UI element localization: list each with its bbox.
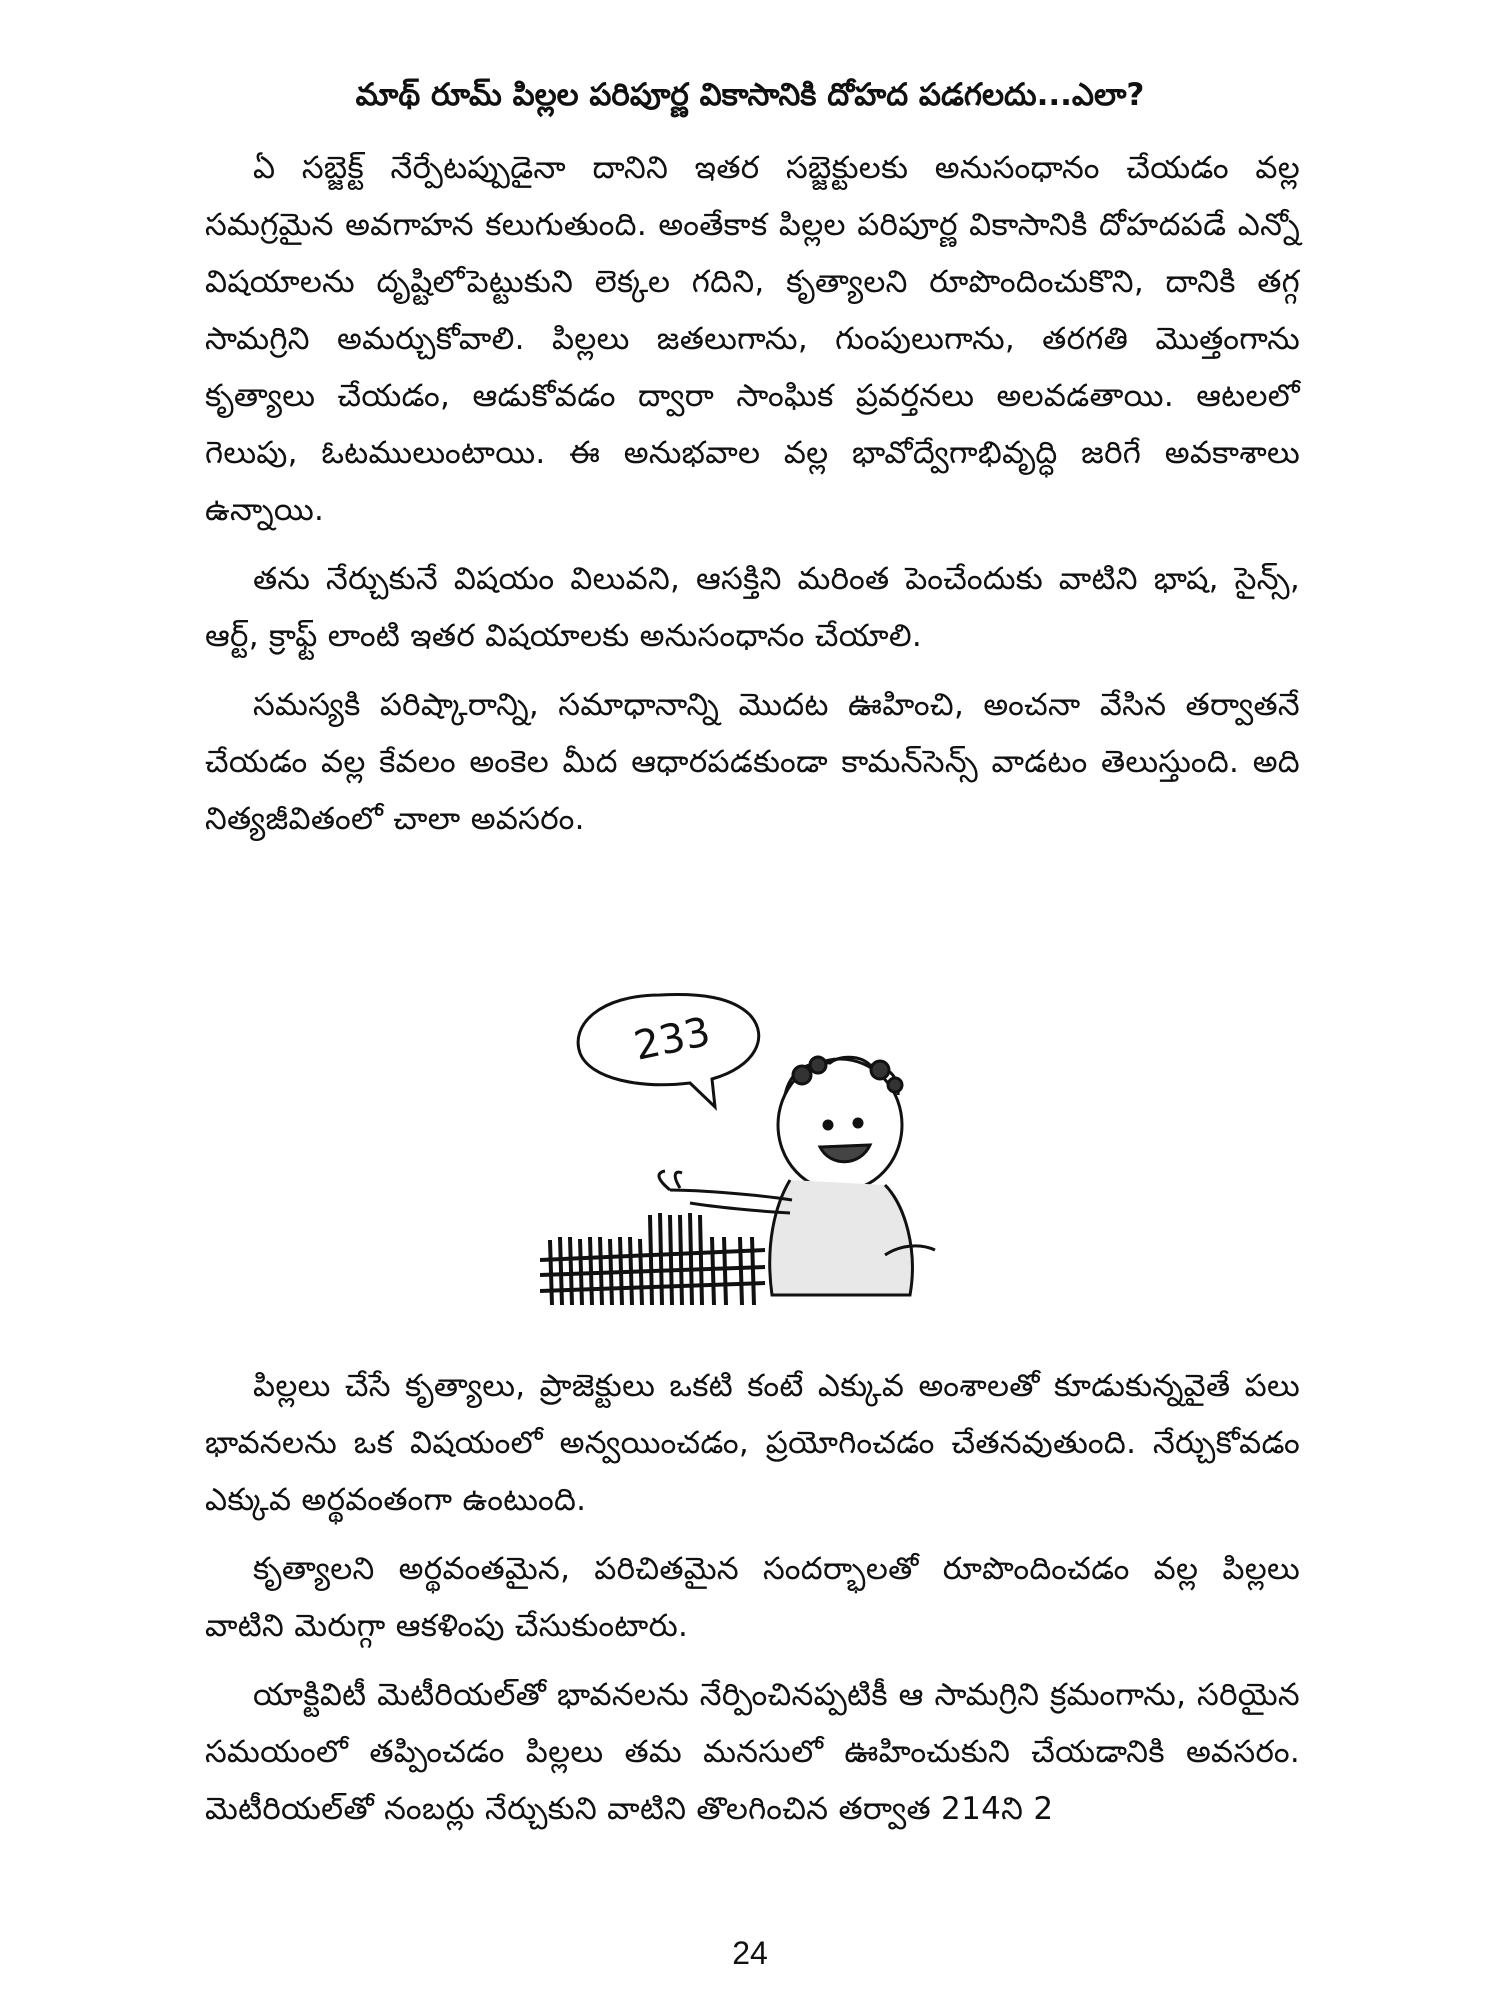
page-title: మాథ్ రూమ్ పిల్లల పరిపూర్ణ వికాసానికి దోహద పడగలదు...ఎలా? <box>355 77 1145 113</box>
paragraph: యాక్టివిటీ మెటీరియల్‌తో భావనలను నేర్పించినప్పటికీ ఆ సామగ్రిని క్రమంగాను, సరియైన సమయంలో తప్పించడం పిల్లలు తమ మనసులో ఊహించుకుని చేయడానికి అవసరం. మెటీరియల్‌తో నంబర్లు నేర్చుకుని వాటిని తొలగించిన తర్వాత 214ని 2 <box>205 1677 1300 1827</box>
child-counting-sticks-illustration <box>540 975 1000 1305</box>
paragraph: పిల్లలు చేసే కృత్యాలు, ప్రాజెక్టులు ఒకటి కంటే ఎక్కువ అంశాలతో కూడుకున్నవైతే పలు భావనలను ఒక విషయంలో అన్వయించడం, ప్రయోగించడం చేతనవుతుంది. నేర్చుకోవడం ఎక్కువ అర్థవంతంగా ఉంటుంది. <box>205 1368 1300 1518</box>
body-text-bottom <box>205 1358 1300 1850</box>
paragraph: సమస్యకి పరిష్కారాన్ని, సమాధానాన్ని మొదట ఊహించి, అంచనా వేసిన తర్వాతనే చేయడం వల్ల కేవలం అంకెల మీద ఆధారపడకుండా కామన్‌సెన్స్ వాడటం తెలుస్తుంది. అది నిత్యజీవితంలో చాలా అవసరం. <box>205 687 1300 837</box>
speech-bubble-text: 233 <box>630 1008 715 1070</box>
paragraph: తను నేర్చుకునే విషయం విలువని, ఆసక్తిని మరింత పెంచేందుకు వాటిని భాష, సైన్స్, ఆర్ట్, క్రాఫ్ట్ లాంటి ఇతర విషయాలకు అనుసంధానం చేయాలి. <box>205 561 1300 654</box>
paragraph: కృత్యాలని అర్థవంతమైన, పరిచితమైన సందర్భాలతో రూపొందించడం వల్ల పిల్లలు వాటిని మెరుగ్గా ఆకళింపు చేసుకుంటారు. <box>205 1551 1300 1644</box>
speech-bubble <box>578 995 759 1107</box>
page-number: 24 <box>732 1935 768 1971</box>
counting-sticks <box>540 1213 765 1305</box>
paragraph: ఏ సబ్జెక్ట్ నేర్పేటప్పుడైనా దానిని ఇతర సబ్జెక్టులకు అనుసంధానం చేయడం వల్ల సమగ్రమైన అవగాహన కలుగుతుంది. అంతేకాక పిల్లల పరిపూర్ణ వికాసానికి దోహదపడే ఎన్నో విషయాలను దృష్టిలోపెట్టుకుని లెక్కల గదిని, కృత్యాలని రూపొందించుకొని, దానికి తగ్గ సామగ్రిని అమర్చుకోవాలి. పిల్లలు జతలుగాను, గుంపులుగాను, తరగతి మొత్తంగాను కృత్యాలు చేయడం, ఆడుకోవడం ద్వారా సాంఘిక ప్రవర్తనలు అలవడతాయి. ఆటలలో గెలుపు, ఓటములుంటాయి. ఈ అనుభవాల వల్ల భావోద్వేగాభివృద్ధి జరిగే అవకాశాలు ఉన్నాయి. <box>205 150 1300 528</box>
body-text-top <box>205 140 1300 860</box>
